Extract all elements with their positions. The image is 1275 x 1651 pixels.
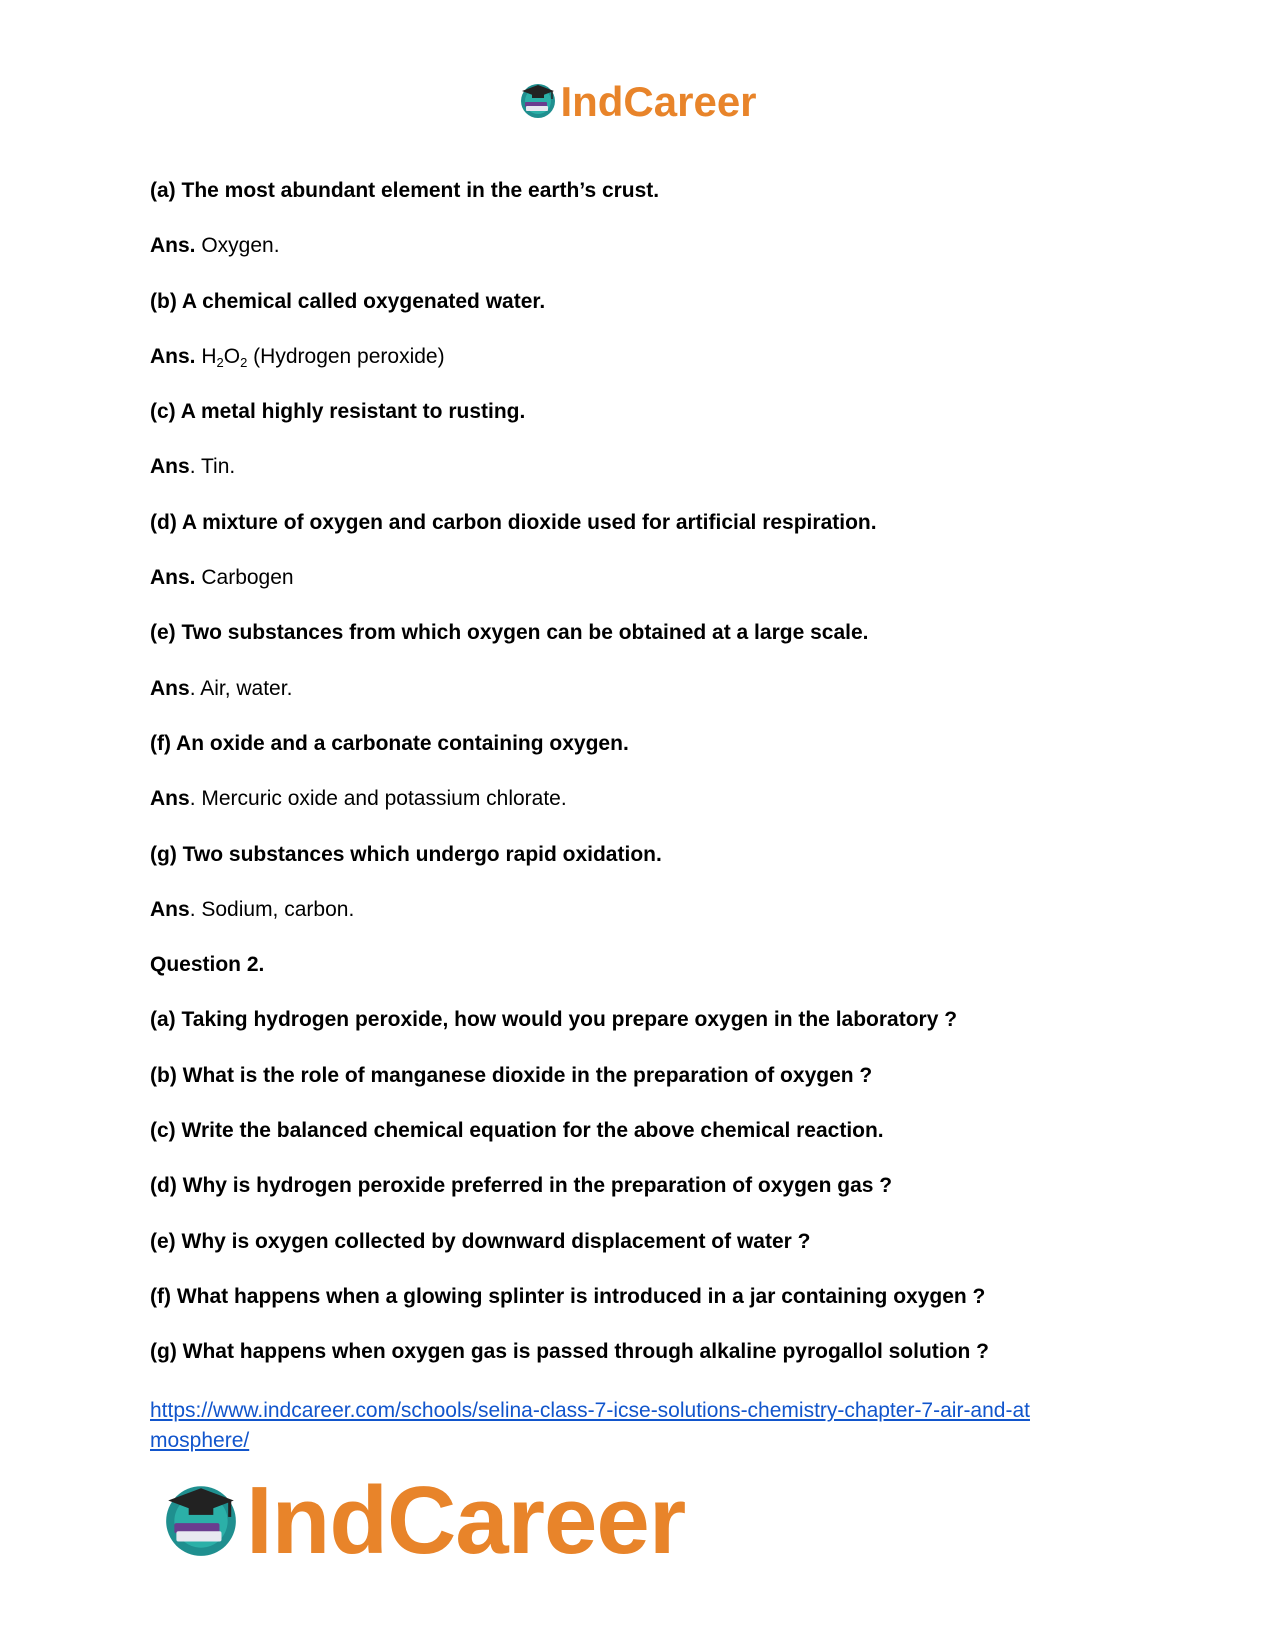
answer-label: Ans	[150, 455, 190, 479]
source-link-line-1: https://www.indcareer.com/schools/selina-class-7-icse-solutions-chemistry-chapter-7-air-and-at	[150, 1399, 1030, 1422]
answer-label: Ans.	[150, 566, 196, 590]
footer-logo	[160, 1466, 685, 1576]
answer-d	[150, 564, 1130, 591]
header-logo	[0, 78, 1275, 126]
answer-f	[150, 785, 1130, 812]
answer-a	[150, 232, 1130, 259]
source-link-line-2: mosphere/	[150, 1429, 250, 1452]
answer-label: Ans	[150, 787, 190, 811]
question-c: (c) A metal highly resistant to rusting.	[150, 400, 526, 424]
answer-b	[150, 343, 1130, 370]
question-e: (e) Two substances from which oxygen can be obtained at a large scale.	[150, 621, 869, 645]
question-2-d: (d) Why is hydrogen peroxide preferred in the preparation of oxygen gas ?	[150, 1174, 893, 1198]
answer-e	[150, 675, 1130, 702]
question-b: (b) A chemical called oxygenated water.	[150, 289, 546, 313]
question-2-f: (f) What happens when a glowing splinter is introduced in a jar containing oxygen ?	[150, 1284, 986, 1308]
document-body	[150, 177, 1130, 1394]
answer-label: Ans	[150, 897, 190, 921]
answer-text: . Sodium, carbon.	[189, 897, 355, 921]
question-2-b: (b) What is the role of manganese dioxide in the preparation of oxygen ?	[150, 1063, 873, 1087]
answer-text: $H_2O_2$ (Hydrogen peroxide)	[201, 344, 445, 370]
answer-label: Ans	[150, 676, 190, 700]
graduation-cap-globe-icon	[160, 1478, 242, 1565]
question-2-a: (a) Taking hydrogen peroxide, how would you prepare oxygen in the laboratory ?	[150, 1008, 958, 1032]
logo-text: IndCareer	[246, 1467, 686, 1574]
logo	[518, 78, 756, 126]
answer-label: Ans.	[150, 344, 196, 368]
answer-text: Carbogen	[195, 566, 294, 590]
answer-text: . Tin.	[189, 455, 236, 479]
question-d: (d) A mixture of oxygen and carbon dioxide used for artificial respiration.	[150, 510, 877, 534]
question-2-e: (e) Why is oxygen collected by downward displacement of water ?	[150, 1229, 811, 1253]
answer-text: . Air, water.	[189, 676, 293, 700]
answer-c	[150, 453, 1130, 480]
question-2-heading: Question 2.	[150, 953, 265, 977]
question-a: (a) The most abundant element in the earth’s crust.	[150, 179, 660, 202]
logo-text: IndCareer	[560, 78, 757, 125]
answer-text: . Mercuric oxide and potassium chlorate.	[189, 787, 567, 811]
source-link[interactable]	[150, 1396, 1130, 1456]
answer-text: Oxygen.	[195, 234, 280, 258]
question-f: (f) An oxide and a carbonate containing oxygen.	[150, 731, 629, 755]
graduation-cap-globe-icon	[518, 80, 558, 125]
question-2-c: (c) Write the balanced chemical equation for the above chemical reaction.	[150, 1119, 884, 1143]
answer-label: Ans.	[150, 234, 196, 258]
answer-g	[150, 896, 1130, 923]
question-2-g: (g) What happens when oxygen gas is passed through alkaline pyrogallol solution ?	[150, 1340, 989, 1364]
question-g: (g) Two substances which undergo rapid oxidation.	[150, 842, 662, 866]
logo	[160, 1466, 685, 1576]
